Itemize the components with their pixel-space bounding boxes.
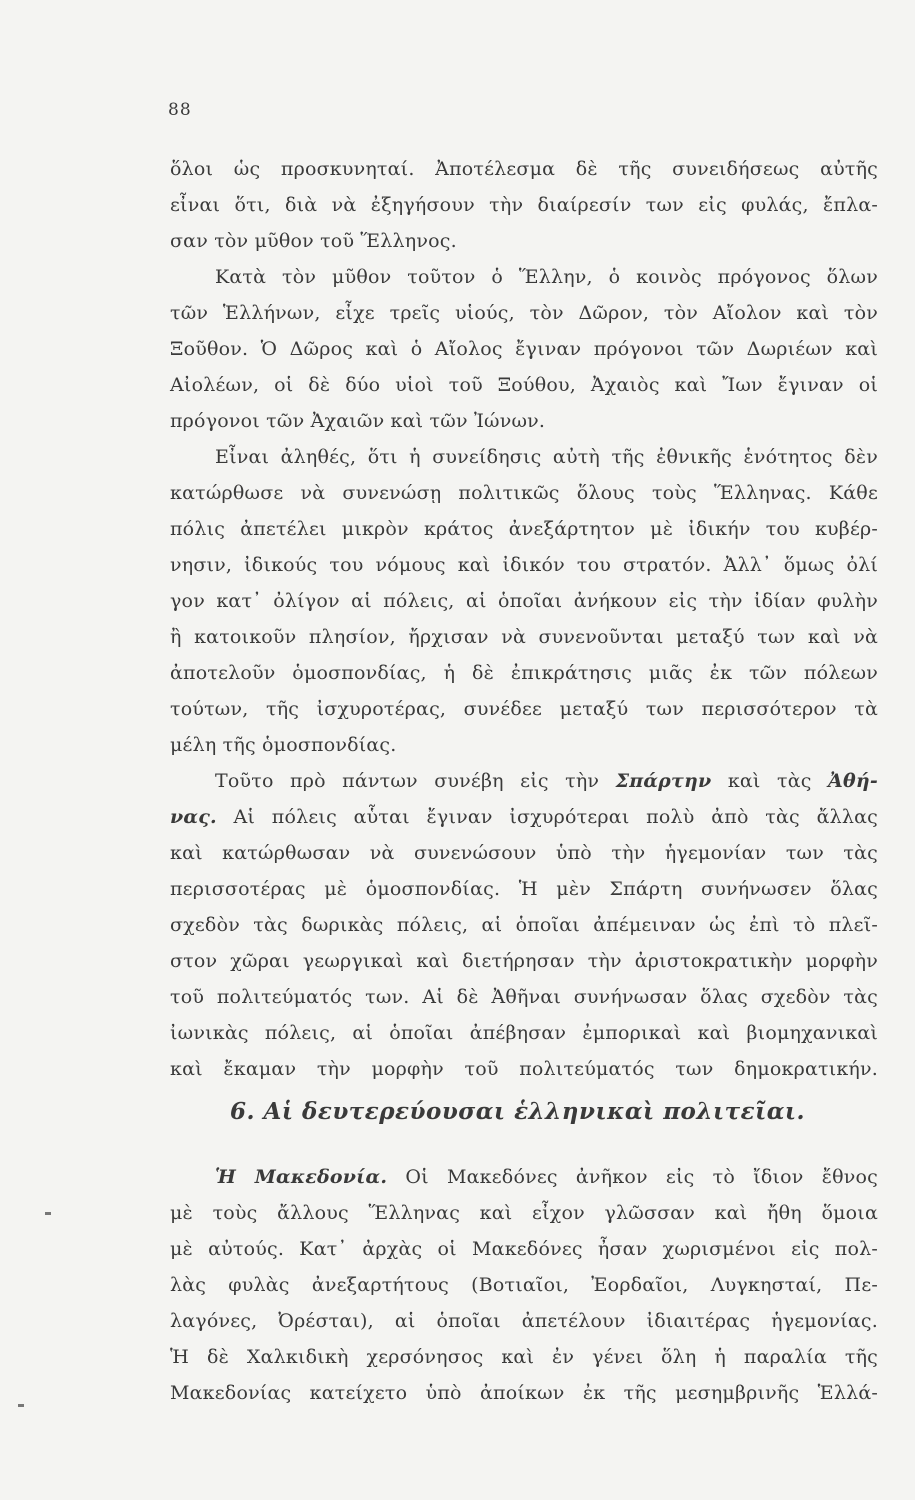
text-line: περισσοτέρας μὲ ὁμοσπονδίας. Ἡ μὲν Σπάρτη συνήνωσεν ὅλας [170, 878, 878, 900]
text-line: μὲ αὐτούς. Κατ᾽ ἀρχὰς οἱ Μακεδόνες ἦσαν χωρισμένοι εἰς πολ- [170, 1238, 878, 1260]
text-line: τούτων, τῆς ἰσχυροτέρας, συνέδεε μεταξύ των περισσότερον τὰ [170, 698, 878, 720]
text-line: καὶ κατώρθωσαν νὰ συνενώσουν ὑπὸ τὴν ἡγεμονίαν των τὰς [170, 842, 878, 864]
emphasis-athens-cont: νας. [170, 806, 217, 828]
emphasis-sparta: Σπάρτην [615, 770, 712, 792]
text-line: λὰς φυλὰς ἀνεξαρτήτους (Βοτιαῖοι, Ἐορδαῖοι, Λυγκησταί, Πε- [170, 1274, 878, 1296]
text-line: Τοῦτο πρὸ πάντων συνέβη εἰς τὴν Σπάρτην καὶ τὰς Ἀθή- [215, 770, 878, 792]
text-line: εἶναι ὅτι, διὰ νὰ ἐξηγήσουν τὴν διαίρεσίν των εἰς φυλάς, ἔπλα- [170, 194, 878, 216]
section-heading: 6. Αἱ δευτερεύουσαι ἑλληνικαὶ πολιτεῖαι. [230, 1098, 806, 1125]
text-line: νησιν, ἰδικούς του νόμους καὶ ἰδικόν του στρατόν. Ἀλλ᾽ ὅμως ὀλί [170, 554, 878, 576]
emphasis-athens: Ἀθή- [828, 770, 878, 792]
text-line: νας. Αἱ πόλεις αὗται ἔγιναν ἰσχυρότεραι πολὺ ἀπὸ τὰς ἄλλας [170, 806, 878, 828]
page-number: 88 [168, 100, 192, 120]
text-line: ἀποτελοῦν ὁμοσπονδίας, ἡ δὲ ἐπικράτησις μιᾶς ἐκ τῶν πόλεων [170, 662, 878, 684]
text-line: μέλη τῆς ὁμοσπονδίας. [170, 734, 397, 756]
text-line: σαν τὸν μῦθον τοῦ Ἕλληνος. [170, 230, 457, 252]
text-line: σχεδὸν τὰς δωρικὰς πόλεις, αἱ ὁποῖαι ἀπέμειναν ὡς ἐπὶ τὸ πλεῖ- [170, 914, 878, 936]
text-line: Εἶναι ἀληθές, ὅτι ἡ συνείδησις αὐτὴ τῆς ἐθνικῆς ἑνότητος δὲν [215, 446, 878, 468]
text-line: Ἡ Μακεδονία. Οἱ Μακεδόνες ἀνῆκον εἰς τὸ ἴδιον ἔθνος [215, 1166, 878, 1188]
text-line: γον κατ᾽ ὀλίγον αἱ πόλεις, αἱ ὁποῖαι ἀνήκουν εἰς τὴν ἰδίαν φυλὴν [170, 590, 878, 612]
text-line: Ἡ δὲ Χαλκιδικὴ χερσόνησος καὶ ἐν γένει ὅλη ἡ παραλία τῆς [170, 1346, 878, 1368]
text-line: Ξοῦθον. Ὁ Δῶρος καὶ ὁ Αἴολος ἔγιναν πρόγονοι τῶν Δωριέων καὶ [170, 338, 878, 360]
text-line: στον χῶραι γεωργικαὶ καὶ διετήρησαν τὴν ἀριστοκρατικὴν μορφὴν [170, 950, 878, 972]
text-line: ἰωνικὰς πόλεις, αἱ ὁποῖαι ἀπέβησαν ἐμπορικαὶ καὶ βιομηχανικαὶ [170, 1022, 878, 1044]
text-line: πόλις ἀπετέλει μικρὸν κράτος ἀνεξάρτητον μὲ ἰδικήν του κυβέρ- [170, 518, 878, 540]
text-line: μὲ τοὺς ἄλλους Ἕλληνας καὶ εἶχον γλῶσσαν καὶ ἤθη ὅμοια [170, 1202, 878, 1224]
text-line: ὅλοι ὡς προσκυνηταί. Ἀποτέλεσμα δὲ τῆς συνειδήσεως αὐτῆς [170, 158, 878, 180]
text-line: καὶ ἔκαμαν τὴν μορφὴν τοῦ πολιτεύματός των δημοκρατικήν. [170, 1058, 878, 1080]
text-line: Μακεδονίας κατείχετο ὑπὸ ἀποίκων ἐκ τῆς μεσημβρινῆς Ἑλλά- [170, 1382, 878, 1404]
text-line: τῶν Ἑλλήνων, εἶχε τρεῖς υἱούς, τὸν Δῶρον, τὸν Αἴολον καὶ τὸν [170, 302, 878, 324]
scan-mark [45, 1212, 51, 1215]
text-line: πρόγονοι τῶν Ἀχαιῶν καὶ τῶν Ἰώνων. [170, 410, 546, 432]
scan-mark [18, 1404, 24, 1407]
text-line: Κατὰ τὸν μῦθον τοῦτον ὁ Ἕλλην, ὁ κοινὸς πρόγονος ὅλων [215, 266, 878, 288]
text-line: κατώρθωσε νὰ συνενώσῃ πολιτικῶς ὅλους τοὺς Ἕλληνας. Κάθε [170, 482, 878, 504]
text-line: τοῦ πολιτεύματός των. Αἱ δὲ Ἀθῆναι συνήνωσαν ὅλας σχεδὸν τὰς [170, 986, 878, 1008]
text-line: Αἰολέων, οἱ δὲ δύο υἱοὶ τοῦ Ξούθου, Ἀχαιὸς καὶ Ἴων ἔγιναν οἱ [170, 374, 878, 396]
text-line: ἢ κατοικοῦν πλησίον, ἤρχισαν νὰ συνενοῦνται μεταξύ των καὶ νὰ [170, 626, 878, 648]
emphasis-macedonia: Ἡ Μακεδονία. [215, 1166, 388, 1188]
text-line: λαγόνες, Ὀρέσται), αἱ ὁποῖαι ἀπετέλουν ἰδιαιτέρας ἡγεμονίας. [170, 1310, 878, 1332]
